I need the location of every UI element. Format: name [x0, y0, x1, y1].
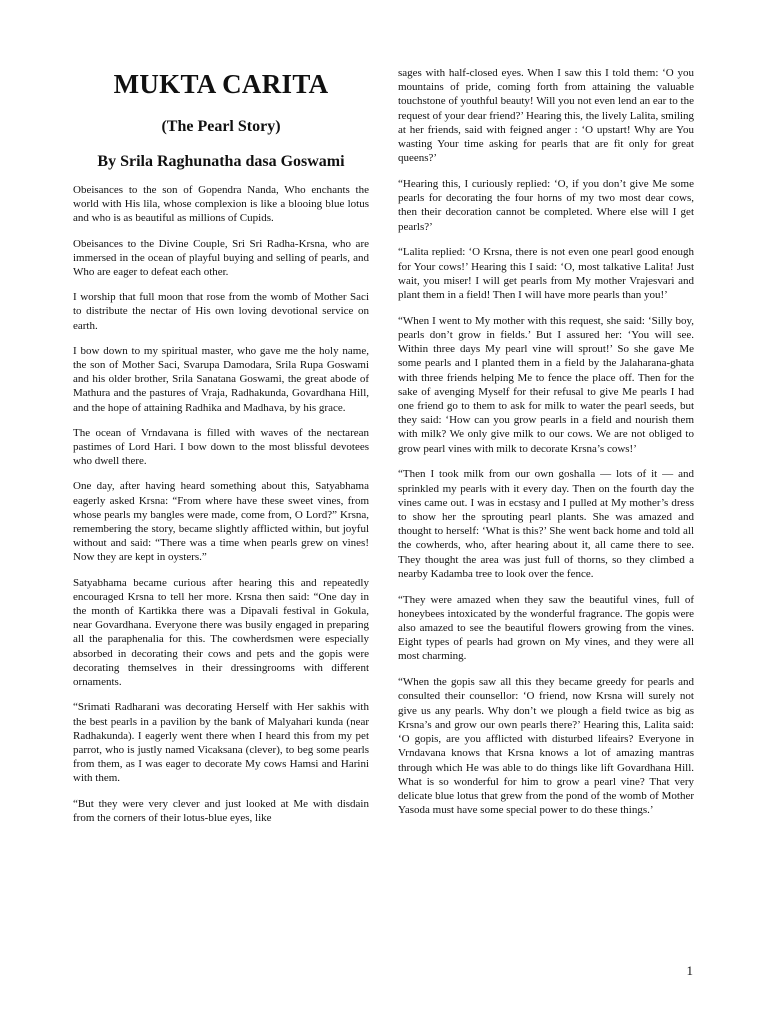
page-number: 1	[686, 963, 693, 978]
paragraph: “Then I took milk from our own goshalla — lots of it — and sprinkled my pearls with it every day. Then on the fourth day the vines came out. I was in ecstasy and I pulled at My mother’s dress to show her the sprouting pearl plants. She was amazed and thought to herself: ‘What is this?’ She went back home and told all the cowherds, who, after hearing about it, all came there to see. They thought the area was just full of thorns, so they climbed a nearby Kadamba tree to look over the fence.	[398, 468, 694, 580]
paragraph: sages with half-closed eyes. When I saw this I told them: ‘O you mountains of pride, coming forth from attaining the valuable touchstone of youthful beauty! Will you not even lend an ear to the request of your dear friend?’ Hearing this, the lively Lalita, smiling at her friends, said with feigned anger : ‘O upstart! Why are You wasting Your time asking for pearls that are fit only for great queens?’	[398, 67, 694, 165]
left-column	[73, 68, 369, 836]
paragraph: “When the gopis saw all this they became greedy for pearls and consulted their counsellor: ‘O friend, now Krsna will surely not give us any pearls. Why don’t we plough a field twice as big as Krsna’s and grow our own pearls there?’ Hearing this, Lalita said: ‘O gopis, are you afflicted with disturbed lifeairs? Everyone in Vrndavana knows that Krsna knows a lot of amazing mantras through which He was able to do things like lift Govardhana Hill. What is so wonderful for him to grow a pearl vine? That very delicate blue lotus that grew from the pond of the womb of Mother Yasoda must have some special power to do these things.’	[398, 676, 694, 817]
paragraph: “Srimati Radharani was decorating Herself with Her sakhis with the best pearls in a pavilion by the bank of Malyahari kunda (near Radhakunda). I eagerly went there when I heard this from my pet parrot, who is justly named Vicaksana (clever), to beg some pearls from them, as I was eager to decorate My cows Hamsi and Harini with them.	[73, 701, 369, 785]
document-subtitle: (The Pearl Story)	[161, 118, 281, 135]
paragraph: Obeisances to the Divine Couple, Sri Sri Radha-Krsna, who are immersed in the ocean of playful buying and selling of pearls, and Who are eager to defeat each other.	[73, 237, 369, 279]
paragraph: “Hearing this, I curiously replied: ‘O, if you don’t give Me some pearls for decorating the four horns of my two most dear cows, then their decoration cannot be completed. Where else will I get pearls?’	[398, 178, 694, 233]
paragraph: The ocean of Vrndavana is filled with waves of the nectarean pastimes of Lord Hari. I bow down to the most blissful devotees who dwell there.	[73, 426, 369, 468]
document-title: MUKTA CARITA	[113, 69, 329, 99]
paragraph: Satyabhama became curious after hearing this and repeatedly encouraged Krsna to tell her more. Krsna then said: “One day in the month of Kartikka there was a Dipavali festival in Gokula, near Govardhana. Everyone there was busily engaged in preparing all the paraphenalia for this. The cowherdsmen were especially absorbed in decorating their cows and pets and the gopis were decorating themselves in their dressingrooms with different ornaments.	[73, 576, 369, 689]
paragraph: “But they were very clever and just looked at Me with disdain from the corners of their lotus-blue eyes, like	[73, 797, 369, 824]
document-byline: By Srila Raghunatha dasa Goswami	[97, 153, 345, 170]
paragraph: “They were amazed when they saw the beautiful vines, full of honeybees intoxicated by the wonderful fragrance. The gopis were also amazed to see the beautiful flowers growing from the vines. Eight types of pearls had grown on My vines, and they were all most charming.	[398, 593, 694, 663]
paragraph: “When I went to My mother with this request, she said: ‘Silly boy, pearls don’t grow in fields.’ But I assured her: ‘You will see. Within three days My pearl vine will sprout!’ So she gave Me some pearls and I planted them in a field by the Jalaharana-ghata with three friends helping Me to fence the place off. Then for the sake of avenging Myself for their refusal to give Me pearls I had one friend go to them to ask for milk to water the pearl seeds, but they said: ‘How can you grow pearls in a field and nourish them with milk? We only give milk to our cows. We are not obliged to grow pearl vines with milk to decorate Krsna’s cows!’	[398, 314, 694, 455]
paragraph: I bow down to my spiritual master, who gave me the holy name, the son of Mother Saci, Svarupa Damodara, Srila Rupa Goswami and his older brother, Srila Sanatana Goswami, the great abode of Mathura and the pastures of Vraja, Radhakunda, Govardhana Hill, and the hope of attaining Radhika and Madhava, by his grace.	[73, 344, 369, 414]
paragraph: I worship that full moon that rose from the womb of Mother Saci to distribute the nectar of His own loving devotional service on earth.	[73, 291, 369, 332]
paragraph: “Lalita replied: ‘O Krsna, there is not even one pearl good enough for Your cows!’ Hearing this I said: ‘O, most talkative Lalita! Just wait, you miser! I will get pearls from My mother Vrajesvari and plant them in a field! Then I will have more pearls than you!’	[398, 246, 694, 302]
paragraph: One day, after having heard something about this, Satyabhama eagerly asked Krsna: “From where have these sweet vines, from whose pearls my bangles were made, come from, O Lord?” Krsna, remembering the story, became slightly afflicted within, but joyful without and said: “There was a time when pearls grew on vines! Now they are kept in oysters.”	[73, 480, 369, 564]
right-column	[398, 66, 694, 829]
paragraph: Obeisances to the son of Gopendra Nanda, Who enchants the world with His lila, whose complexion is like a blooing blue lotus and who is as beautiful as millions of Cupids.	[73, 184, 369, 225]
